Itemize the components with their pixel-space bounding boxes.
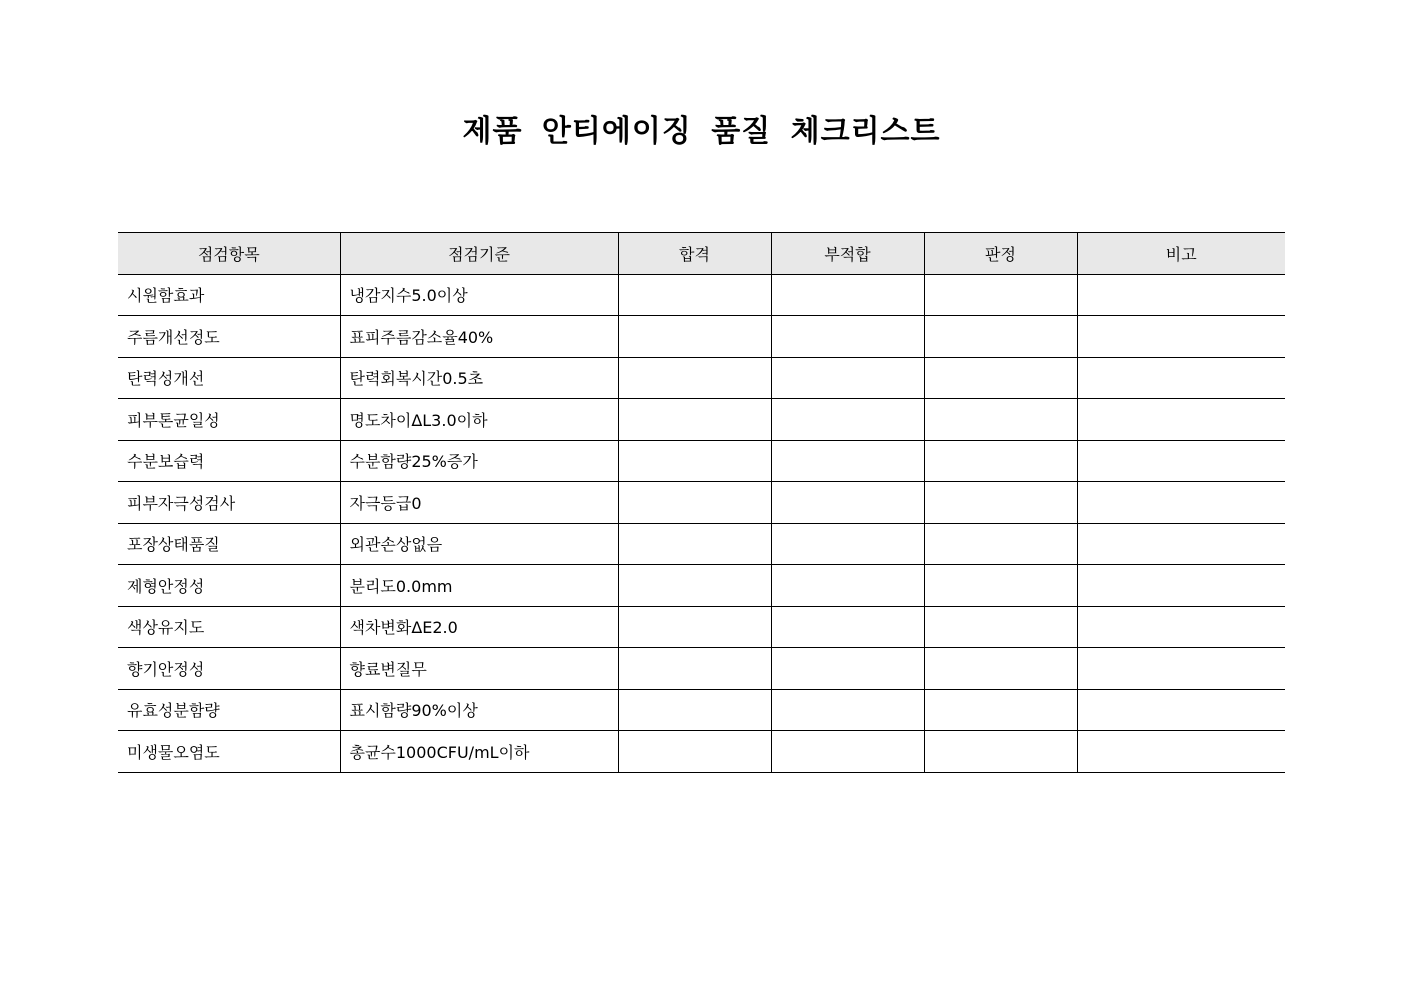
remarks-cell[interactable]: [1077, 357, 1285, 399]
table-row: [118, 399, 1285, 441]
item-cell: 색상유지도: [118, 606, 340, 648]
remarks-cell[interactable]: [1077, 274, 1285, 316]
table-row: [118, 606, 1285, 648]
nonconforming-cell[interactable]: [771, 523, 924, 565]
criteria-cell: 탄력회복시간0.5초: [340, 357, 618, 399]
table-row: [118, 565, 1285, 607]
header-remarks: 비고: [1077, 233, 1285, 275]
pass-cell[interactable]: [618, 731, 771, 773]
item-cell: 포장상태품질: [118, 523, 340, 565]
criteria-cell: 색차변화ΔE2.0: [340, 606, 618, 648]
pass-cell[interactable]: [618, 482, 771, 524]
remarks-cell[interactable]: [1077, 523, 1285, 565]
table-row: [118, 316, 1285, 358]
judgment-cell[interactable]: [924, 316, 1077, 358]
judgment-cell[interactable]: [924, 440, 1077, 482]
criteria-cell: 분리도0.0mm: [340, 565, 618, 607]
remarks-cell[interactable]: [1077, 399, 1285, 441]
header-nonconforming: 부적합: [771, 233, 924, 275]
pass-cell[interactable]: [618, 689, 771, 731]
judgment-cell[interactable]: [924, 565, 1077, 607]
criteria-cell: 냉감지수5.0이상: [340, 274, 618, 316]
remarks-cell[interactable]: [1077, 440, 1285, 482]
nonconforming-cell[interactable]: [771, 357, 924, 399]
judgment-cell[interactable]: [924, 689, 1077, 731]
criteria-cell: 총균수1000CFU/mL이하: [340, 731, 618, 773]
nonconforming-cell[interactable]: [771, 316, 924, 358]
judgment-cell[interactable]: [924, 523, 1077, 565]
pass-cell[interactable]: [618, 648, 771, 690]
item-cell: 향기안정성: [118, 648, 340, 690]
nonconforming-cell[interactable]: [771, 565, 924, 607]
table-row: [118, 731, 1285, 773]
table-row: [118, 648, 1285, 690]
page-title: 제품 안티에이징 품질 체크리스트: [462, 114, 941, 149]
nonconforming-cell[interactable]: [771, 689, 924, 731]
judgment-cell[interactable]: [924, 606, 1077, 648]
nonconforming-cell[interactable]: [771, 606, 924, 648]
pass-cell[interactable]: [618, 565, 771, 607]
item-cell: 피부톤균일성: [118, 399, 340, 441]
item-cell: 유효성분함량: [118, 689, 340, 731]
nonconforming-cell[interactable]: [771, 731, 924, 773]
criteria-cell: 수분함량25%증가: [340, 440, 618, 482]
remarks-cell[interactable]: [1077, 606, 1285, 648]
pass-cell[interactable]: [618, 606, 771, 648]
nonconforming-cell[interactable]: [771, 482, 924, 524]
item-cell: 수분보습력: [118, 440, 340, 482]
table-row: [118, 440, 1285, 482]
checklist-table: [118, 232, 1285, 773]
item-cell: 미생물오염도: [118, 731, 340, 773]
criteria-cell: 표시함량90%이상: [340, 689, 618, 731]
pass-cell[interactable]: [618, 316, 771, 358]
judgment-cell[interactable]: [924, 648, 1077, 690]
remarks-cell[interactable]: [1077, 648, 1285, 690]
judgment-cell[interactable]: [924, 274, 1077, 316]
item-cell: 탄력성개선: [118, 357, 340, 399]
item-cell: 피부자극성검사: [118, 482, 340, 524]
pass-cell[interactable]: [618, 440, 771, 482]
criteria-cell: 명도차이ΔL3.0이하: [340, 399, 618, 441]
pass-cell[interactable]: [618, 357, 771, 399]
pass-cell[interactable]: [618, 274, 771, 316]
header-judgment: 판정: [924, 233, 1077, 275]
judgment-cell[interactable]: [924, 357, 1077, 399]
judgment-cell[interactable]: [924, 731, 1077, 773]
pass-cell[interactable]: [618, 523, 771, 565]
judgment-cell[interactable]: [924, 482, 1077, 524]
table-row: [118, 689, 1285, 731]
item-cell: 시원함효과: [118, 274, 340, 316]
remarks-cell[interactable]: [1077, 689, 1285, 731]
table-row: [118, 274, 1285, 316]
criteria-cell: 자극등급0: [340, 482, 618, 524]
table-row: [118, 482, 1285, 524]
nonconforming-cell[interactable]: [771, 399, 924, 441]
criteria-cell: 표피주름감소율40%: [340, 316, 618, 358]
criteria-cell: 향료변질무: [340, 648, 618, 690]
remarks-cell[interactable]: [1077, 565, 1285, 607]
remarks-cell[interactable]: [1077, 731, 1285, 773]
nonconforming-cell[interactable]: [771, 648, 924, 690]
item-cell: 제형안정성: [118, 565, 340, 607]
criteria-cell: 외관손상없음: [340, 523, 618, 565]
nonconforming-cell[interactable]: [771, 440, 924, 482]
table-header-row: [118, 233, 1285, 275]
item-cell: 주름개선정도: [118, 316, 340, 358]
remarks-cell[interactable]: [1077, 482, 1285, 524]
header-pass: 합격: [618, 233, 771, 275]
header-inspection-item: 점검항목: [118, 233, 340, 275]
pass-cell[interactable]: [618, 399, 771, 441]
header-inspection-criteria: 점검기준: [340, 233, 618, 275]
table-row: [118, 357, 1285, 399]
nonconforming-cell[interactable]: [771, 274, 924, 316]
remarks-cell[interactable]: [1077, 316, 1285, 358]
table-row: [118, 523, 1285, 565]
judgment-cell[interactable]: [924, 399, 1077, 441]
